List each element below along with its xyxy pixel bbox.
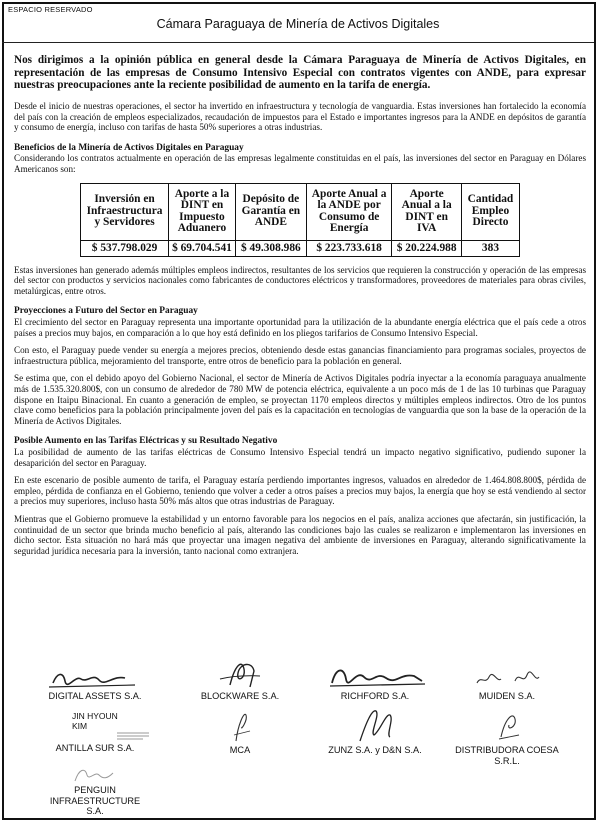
signatory-name: ZUNZ S.A. y D&N S.A. (328, 745, 422, 755)
signature-muiden (432, 667, 582, 702)
stamp-block (20, 711, 170, 743)
table-cell: 383 (461, 240, 519, 256)
investment-table (80, 183, 520, 257)
indirect-jobs-paragraph: Estas inversiones han generado además múltiples empleos indirectos, resultantes de los servicios que requieren la construcción y operación de las empresas del sector con productos y servicios nacionales como fabricantes de conductores eléctricos y transformadores, proveedores de materiales para obras civiles, metalúrgicas, entre otros. (14, 264, 586, 296)
stamp-fine-print-icon (91, 731, 151, 741)
handwritten-signature-icon (180, 655, 300, 691)
table-cell: $ 537.798.029 (81, 240, 169, 256)
signatory-name: MCA (229, 745, 251, 755)
table-cell: $ 69.704.541 (169, 240, 236, 256)
tariff-paragraph-1: La posibilidad de aumento de las tarifas eléctricas de Consumo Intensivo Especial tendrá un impacto negativo significativo, pudiendo suponer la desaparición del sector en Paraguay. (14, 446, 586, 468)
signatory-name: PENGUIN INFRAESTRUCTURE S.A. (49, 785, 141, 816)
signatory-name: DISTRIBUDORA COESA S.R.L. (455, 745, 559, 766)
table-row (81, 240, 520, 256)
table-cell: $ 20.224.988 (392, 240, 462, 256)
table-cell: $ 223.733.618 (306, 240, 391, 256)
future-paragraph-2: Con esto, el Paraguay puede vender su energía a mejores precios, obteniendo desde estas ganancias financiamiento para programas sociales, proyectos de infraestructura pública, mejoramiento del transporte, entre otros de beneficio para la población en general. (14, 345, 586, 366)
table-header: Depósito de Garantía en ANDE (235, 183, 306, 240)
stamp-name-line-1: JIN HYOUN (72, 711, 118, 721)
handwritten-signature-icon (35, 763, 155, 785)
signatory-name: DIGITAL ASSETS S.A. (48, 691, 142, 701)
tariff-paragraph-2: En este escenario de posible aumento de tarifa, el Paraguay estaría perdiendo importantes ingresos, valuados en alrededor de 1.464.808.800$, pérdida de empleo, pérdida de confianza en el Gobierno, teniendo que volver a ceder a otros países a precios muy bajos, la energía que hoy se está vendiendo al sector a precios muy superiores, incluso hasta 50% más altos que otras industrias de Paraguay. (14, 475, 586, 507)
future-paragraph-3: Se estima que, con el debido apoyo del Gobierno Nacional, el sector de Minería de Activos Digitales podría inyectar a la economía paraguaya anualmente más de 1.535.320.800$, con un consumo de alrededor de 780 MW de potencia eléctrica, equivalente a un poco más de 1 de las 10 turbinas que Paraguay dispone en Itaipu Binacional. En cuanto a generación de empleo, se proyectan 1170 empleos directos y múltiples empleos indirectos. Otro de los puntos clave como beneficios para la población principalmente joven del país es la capacitación en tecnologías de vanguardia que son la base de la operación de la Minería de Activos Digitales. (14, 373, 586, 426)
signatory-name: MUIDEN S.A. (478, 691, 536, 701)
signature-antilla-sur (20, 711, 170, 754)
letter-body (14, 50, 586, 556)
signature-blockware (165, 655, 315, 702)
signatory-name: ANTILLA SUR S.A. (55, 743, 135, 753)
reserved-space-label: ESPACIO RESERVADO (8, 5, 93, 14)
investment-paragraph: Desde el inicio de nuestras operaciones, el sector ha invertido en infraestructura y tecnología de vanguardia. Estas inversiones han fortalecido la economía del país con la creación de empleos especializados, recaudación de impuestos para el Estado e importantes ingresos para la ANDE en depósitos de garantía y consumo de energía, incluso con tarifas de hasta 50% superiores a otras industrias. (14, 101, 586, 133)
handwritten-signature-icon (447, 705, 567, 745)
signatures-block (20, 655, 580, 817)
signature-zunz (300, 703, 450, 756)
tariff-paragraph-3: Mientras que el Gobierno promueve la estabilidad y un entorno favorable para los negocios en el país, analiza acciones que afectarán, sin justificación, la continuidad de un sector que brinda mucho beneficio al país, alterando las condiciones bajo las cuales se realizaron e implementaron las inversiones en dicho sector. Esta situación no hará más que proyectar una imagen negativa del ambiente de inversiones en Paraguay, alterando significativamente la seguridad jurídica necesaria para la inversión, tanto nacional como extranjera. (14, 513, 586, 556)
intro-paragraph: Nos dirigimos a la opinión pública en general desde la Cámara Paraguaya de Minería de Activos Digitales, en representación de las empresas de Consumo Intensivo Especial con contratos vigentes con ANDE, para expresar nuestras preocupaciones ante la reciente posibilidad de aumento en la tarifa de energía. (14, 54, 586, 92)
handwritten-signature-icon (447, 667, 567, 691)
handwritten-signature-icon (310, 703, 440, 745)
signatory-name: BLOCKWARE S.A. (200, 691, 280, 701)
stamp-name-line-2: KIM (72, 721, 88, 731)
signature-mca (165, 705, 315, 756)
signatory-name: RICHFORD S.A. (340, 691, 410, 701)
benefits-heading: Beneficios de la Minería de Activos Digitales en Paraguay (14, 142, 244, 153)
signature-digital-assets (20, 663, 170, 702)
table-header: Aporte Anual a la DINT en IVA (392, 183, 462, 240)
handwritten-signature-icon (310, 661, 440, 691)
table-header: Inversión en Infraestructura y Servidores (81, 183, 169, 240)
signature-richford (300, 661, 450, 702)
table-cell: $ 49.308.986 (235, 240, 306, 256)
benefits-text: Considerando los contratos actualmente en operación de las empresas legalmente constituidas en el país, las inversiones del sector en Paraguay en Dólares Americanos son: (14, 153, 586, 175)
handwritten-signature-icon (180, 705, 300, 745)
page-title: Cámara Paraguaya de Minería de Activos Digitales (156, 17, 440, 31)
table-header: Aporte Anual a la ANDE por Consumo de Energía (306, 183, 391, 240)
signature-coesa (432, 705, 582, 766)
table-header: Aporte a la DINT en Impuesto Aduanero (169, 183, 236, 240)
future-heading: Proyecciones a Futuro del Sector en Paraguay (14, 306, 198, 317)
table-header: Cantidad Empleo Directo (461, 183, 519, 240)
future-paragraph-1: El crecimiento del sector en Paraguay representa una importante oportunidad para la utilización de la abundante energía eléctrica que el país cede a otros países a precios muy bajos, en comparación a lo que hoy está definido en los pliegos tarifarios de Consumo Intensivo Especial. (14, 317, 586, 338)
table-header-row (81, 183, 520, 240)
handwritten-signature-icon (35, 663, 155, 691)
tariff-heading: Posible Aumento en las Tarifas Eléctricas y su Resultado Negativo (14, 436, 278, 447)
title-divider (2, 42, 594, 43)
signature-penguin (20, 763, 170, 817)
